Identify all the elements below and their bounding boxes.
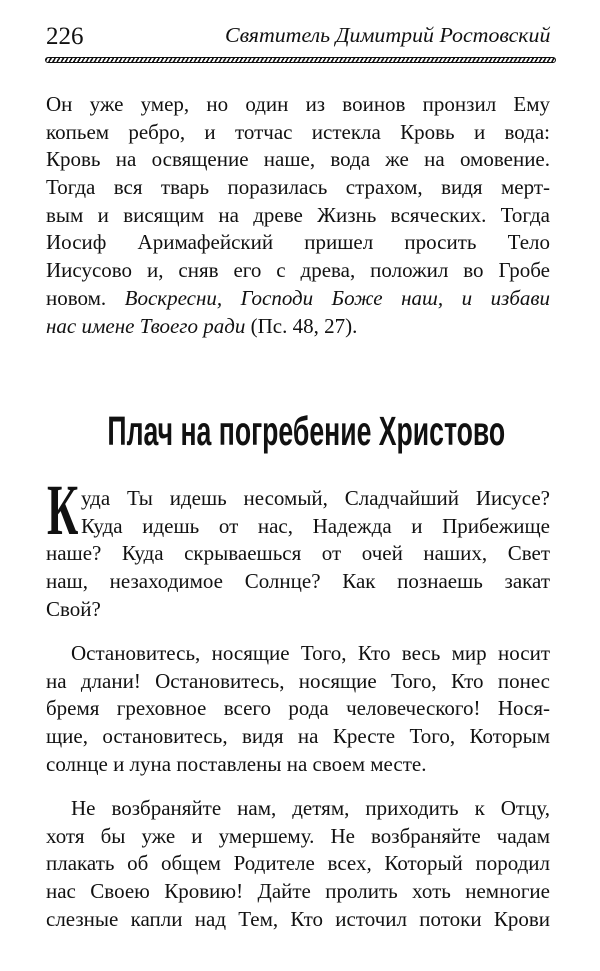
text-line: Он уже умер, но один из воинов пронзил Ему bbox=[46, 92, 550, 116]
text-line: слезные капли над Тем, Кто источил потоки Крови bbox=[46, 906, 550, 931]
text-line: щие, остановитесь, видя на Кресте Того, Которым bbox=[46, 724, 550, 749]
text-line: хотя бы уже и умершему. Не возбраняйте чадам bbox=[46, 823, 550, 848]
text-line: Иосиф Аримафейский пришел просить Тело bbox=[46, 230, 550, 255]
text-line: Кровь на освящение наше, вода же на омовение. bbox=[46, 147, 550, 172]
page-number: 226 bbox=[46, 23, 84, 50]
text-line: солнце и луна поставлены на своем месте. bbox=[46, 751, 427, 776]
text-line: Куда идешь от нас, Надежда и Прибежище bbox=[81, 513, 550, 538]
header-rope-rule bbox=[45, 57, 556, 63]
text-line: плакать об общем Родителе всех, Который породил bbox=[46, 851, 550, 876]
text-line bbox=[46, 313, 550, 341]
text-line bbox=[46, 285, 550, 313]
running-title: Святитель Димитрий Ростовский bbox=[224, 23, 550, 47]
text-line: Не возбраняйте нам, детям, приходить к Отцу, bbox=[71, 796, 550, 820]
text-line: уда Ты идешь несомый, Сладчайший Иисусе? bbox=[81, 486, 550, 510]
text-line: Остановитесь, носящие Того, Кто весь мир носит bbox=[71, 641, 550, 665]
scripture-reference: (Пс. 48, 27). bbox=[245, 313, 358, 338]
roman-text: новом. bbox=[46, 285, 125, 310]
text-line: наше? Куда скрываешься от очей наших, Свет bbox=[46, 541, 550, 566]
body-paragraph bbox=[46, 470, 550, 623]
text-line: копьем ребро, и тотчас истекла Кровь и вода: bbox=[46, 119, 550, 144]
section-title: Плач на погребение Христово bbox=[107, 408, 506, 454]
text-line: Тогда вся тварь поразилась страхом, видя мерт- bbox=[46, 175, 550, 200]
body-paragraph bbox=[46, 795, 550, 933]
text-line: наш, незаходимое Солнце? Как познаешь закат bbox=[46, 569, 550, 594]
italic-scripture-quote: Воскресни, Господи Боже наш, и избави bbox=[124, 285, 550, 310]
text-line: Иисусово и, сняв его с древа, положил во Гробе bbox=[46, 258, 550, 283]
text-line: бремя греховное всего рода человеческого! Нося- bbox=[46, 696, 550, 721]
body-paragraph bbox=[46, 640, 550, 778]
body-paragraph bbox=[46, 91, 550, 340]
running-title-container bbox=[224, 23, 550, 47]
text-line: Свой? bbox=[46, 596, 101, 621]
italic-scripture-quote: нас имене Твоего ради bbox=[46, 313, 246, 338]
text-line: на длани! Остановитесь, носящие Того, Кто понес bbox=[46, 668, 550, 693]
drop-cap: К bbox=[47, 470, 79, 550]
text-line: нас Своею Кровию! Дайте пролить хоть немногие bbox=[46, 879, 550, 904]
text-line: вым и висящим на древе Жизнь всяческих. Тогда bbox=[46, 202, 550, 227]
section-title-container bbox=[0, 409, 600, 453]
